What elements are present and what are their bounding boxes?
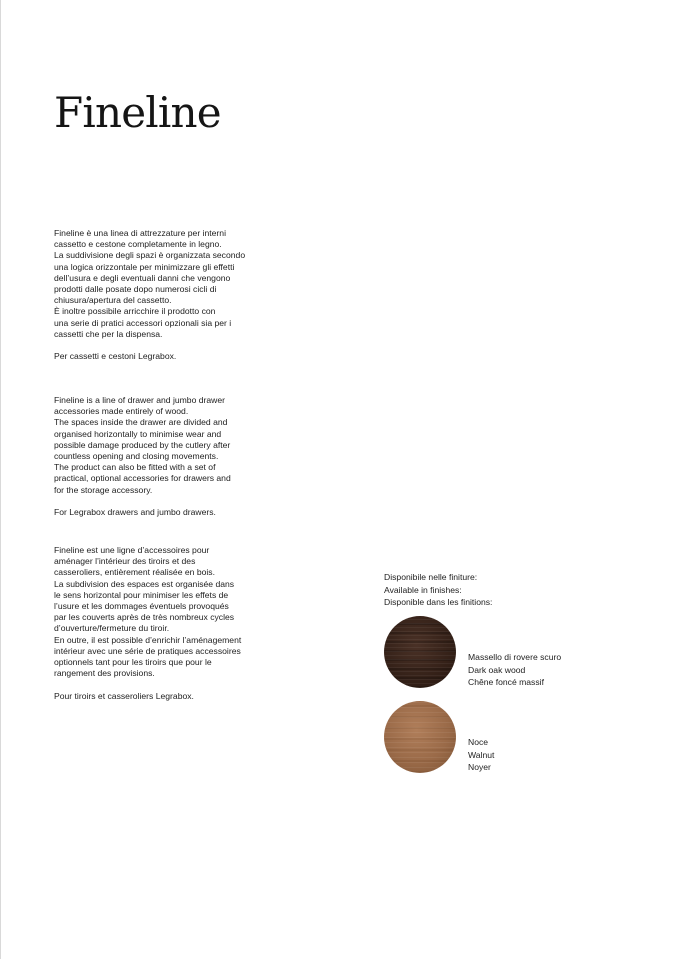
text-line: una logica orizzontale per minimizzare gli effetti: [54, 261, 235, 272]
finishes-heading: [384, 571, 492, 609]
text-line: dell’usura e degli eventuali danni che vengono: [54, 272, 231, 283]
text-line: En outre, il est possible d’enrichir l’aménagement: [54, 634, 242, 645]
description-english-note: For Legrabox drawers and jumbo drawers.: [54, 507, 216, 518]
text-line: chiusura/apertura del cassetto.: [54, 295, 172, 306]
text-line: practical, optional accessories for drawers and: [54, 473, 231, 484]
text-line: aménager l’intérieur des tiroirs et des: [54, 556, 196, 567]
page-title: Fineline: [54, 88, 221, 137]
text-line: È inoltre possibile arricchire il prodotto con: [54, 306, 216, 317]
text-line: le sens horizontal pour minimiser les effets de: [54, 589, 229, 600]
text-line: The spaces inside the drawer are divided and: [54, 417, 228, 428]
text-line: The product can also be fitted with a set of: [54, 462, 216, 473]
description-french-body: [54, 545, 294, 679]
description-italian-note: Per cassetti e cestoni Legrabox.: [54, 351, 177, 362]
text-line: organised horizontally to minimise wear and: [54, 428, 222, 439]
text-line: intérieur avec une série de pratiques accessoires: [54, 645, 241, 656]
text-line: prodotti dalle posate dopo numerosi cicli di: [54, 284, 217, 295]
text-line: accessories made entirely of wood.: [54, 406, 189, 417]
text-line: La suddivisione degli spazi è organizzata secondo: [54, 250, 246, 261]
text-line: for the storage accessory.: [54, 484, 153, 495]
walnut-label-italian: Noce: [468, 737, 489, 747]
description-french: [54, 545, 294, 702]
page-edge-line: [0, 0, 1, 959]
dark-oak-label-french: Chêne foncé massif: [468, 677, 544, 687]
description-english: [54, 395, 294, 518]
text-line: Fineline is a line of drawer and jumbo drawer: [54, 395, 226, 405]
finishes-heading-french: Disponible dans les finitions:: [384, 597, 493, 607]
text-line: una serie di pratici accessori opzionali sia per i: [54, 317, 232, 328]
text-line: La subdivision des espaces est organisée dans: [54, 578, 235, 589]
text-line: possible damage produced by the cutlery after: [54, 439, 231, 450]
text-line: casseroliers, entièrement réalisée en bois.: [54, 567, 215, 578]
walnut-swatch: [384, 701, 456, 773]
description-english-body: [54, 395, 294, 496]
text-line: countless opening and closing movements.: [54, 451, 219, 462]
text-line: optionnels tant pour les tiroirs que pour le: [54, 657, 212, 668]
dark-oak-label: [468, 651, 561, 689]
text-line: Fineline est une ligne d’accessoires pour: [54, 545, 210, 555]
walnut-label-english: Walnut: [468, 749, 495, 760]
text-line: Fineline è una linea di attrezzature per interni: [54, 228, 226, 238]
finishes-heading-english: Available in finishes:: [384, 584, 462, 595]
dark-oak-swatch: [384, 616, 456, 688]
dark-oak-label-italian: Massello di rovere scuro: [468, 652, 562, 662]
text-line: cassetti che per la dispensa.: [54, 328, 163, 339]
description-italian: [54, 228, 294, 362]
text-line: par les couverts après de très nombreux cycles: [54, 612, 235, 623]
walnut-label-french: Noyer: [468, 762, 491, 772]
text-line: l’usure et les dommages éventuels provoqués: [54, 601, 229, 612]
description-italian-body: [54, 228, 294, 340]
walnut-label: [468, 736, 494, 774]
description-french-note: Pour tiroirs et casseroliers Legrabox.: [54, 690, 194, 701]
text-line: d’ouverture/fermeture du tiroir.: [54, 623, 170, 634]
text-line: cassetto e cestone completamente in legno.: [54, 239, 222, 250]
text-line: rangement des provisions.: [54, 668, 155, 679]
dark-oak-label-english: Dark oak wood: [468, 664, 526, 675]
finishes-heading-italian: Disponibile nelle finiture:: [384, 572, 478, 582]
